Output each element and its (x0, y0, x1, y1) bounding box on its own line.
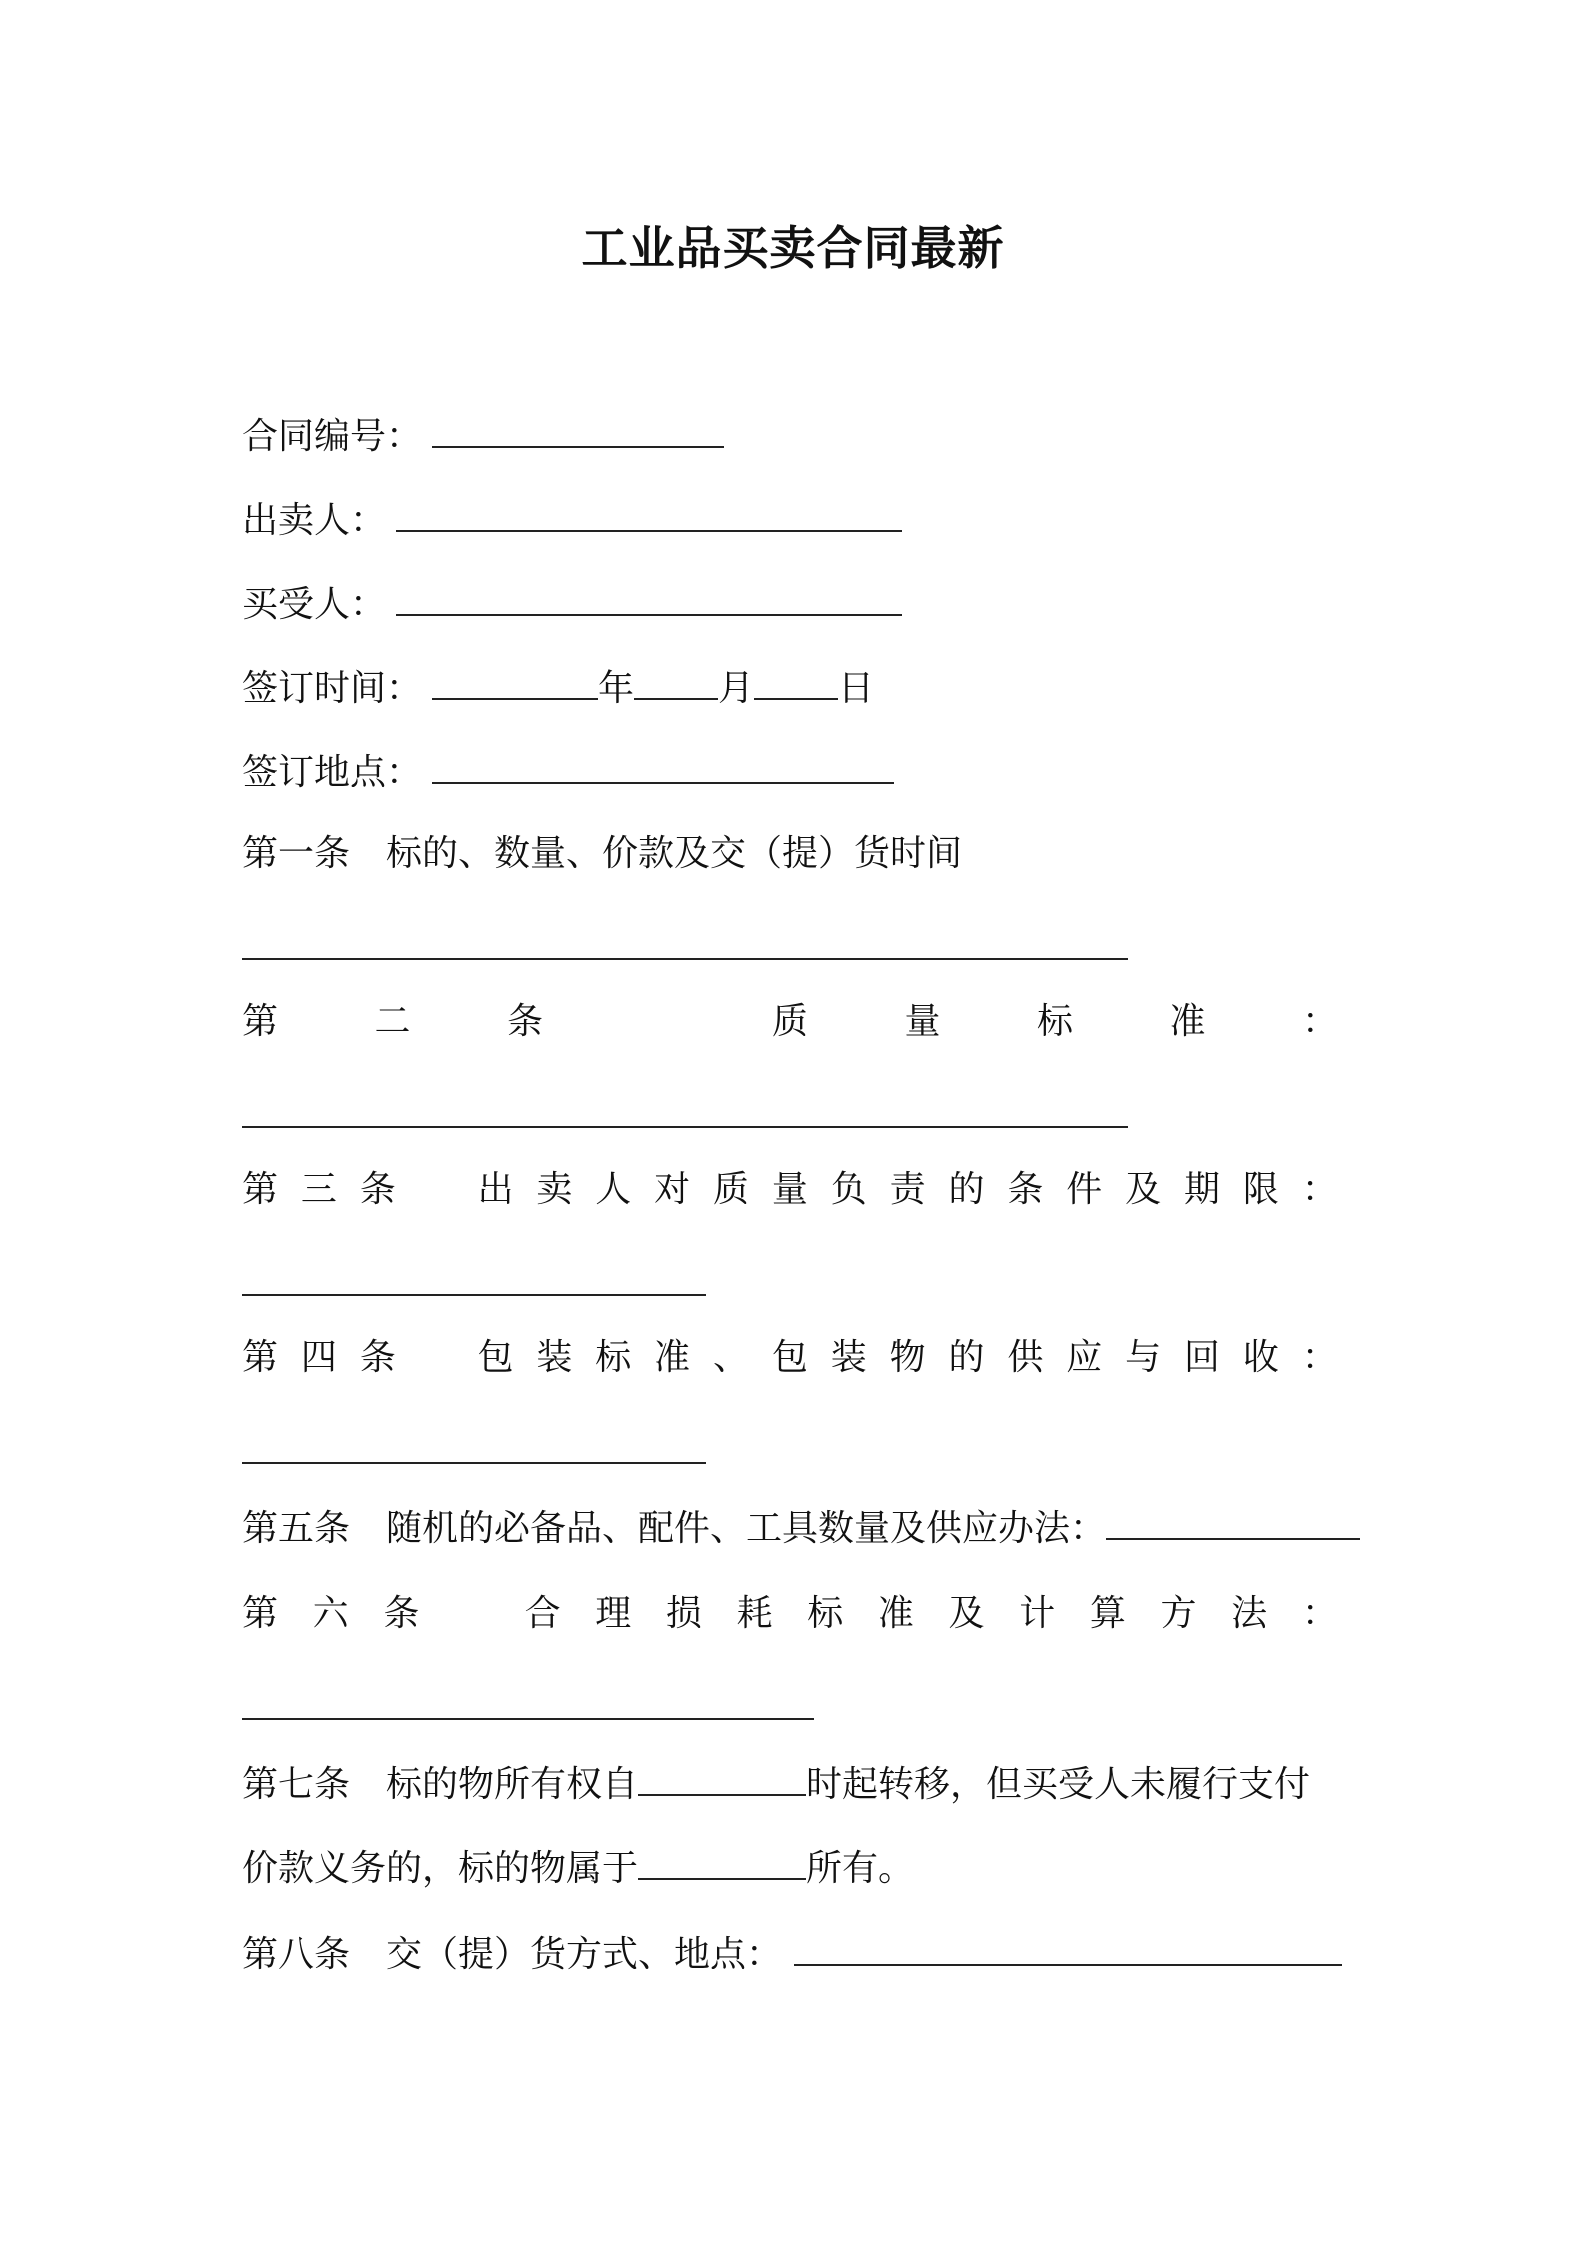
a3-char: 第 (242, 1169, 279, 1210)
a2-char: 量 (904, 1001, 941, 1042)
a3-char: 及 (1125, 1169, 1162, 1210)
article-3-blank[interactable] (242, 1294, 706, 1296)
article-5-blank[interactable] (1106, 1508, 1360, 1540)
a3-char: 件 (1066, 1169, 1103, 1210)
a4-char: 准 (654, 1337, 691, 1378)
a3-char: 三 (300, 1169, 337, 1210)
a3-char: 条 (359, 1169, 396, 1210)
a3-char: 质 (712, 1169, 749, 1210)
a3-char: 出 (477, 1169, 514, 1210)
a4-char: 装 (536, 1337, 573, 1378)
a4-char (419, 1340, 455, 1376)
article-5-heading: 第五条 随机的必备品、配件、工具数量及供应办法： (242, 1508, 1107, 1549)
sign-time-line (242, 668, 874, 707)
article-7-text-1: 第七条 标的物所有权自 (242, 1764, 639, 1805)
buyer-blank[interactable] (396, 584, 902, 616)
a3-char: 人 (595, 1169, 632, 1210)
a4-char: 第 (242, 1337, 279, 1378)
a6-char: 理 (595, 1593, 632, 1634)
a4-char: 四 (300, 1337, 337, 1378)
a6-char: ： (1301, 1593, 1338, 1634)
a2-char: 准 (1169, 1001, 1206, 1042)
a6-char: 算 (1089, 1593, 1126, 1634)
article-5-line (242, 1508, 1360, 1547)
day-label: 日 (838, 668, 875, 709)
a6-char: 第 (242, 1593, 279, 1634)
a3-char: 责 (889, 1169, 926, 1210)
month-label: 月 (718, 668, 755, 709)
a3-char: 期 (1183, 1169, 1220, 1210)
contract-number-line (242, 416, 724, 455)
a3-char: 条 (1007, 1169, 1044, 1210)
article-7-text-3: 价款义务的，标的物属于 (242, 1848, 639, 1889)
a6-char: 耗 (736, 1593, 773, 1634)
article-6-heading (242, 1593, 1338, 1634)
a2-char: 第 (242, 1001, 279, 1042)
a2-char: ： (1301, 1001, 1338, 1042)
a4-char: 标 (595, 1337, 632, 1378)
sign-month-blank[interactable] (634, 668, 718, 700)
buyer-line (242, 584, 902, 623)
a4-char: 条 (359, 1337, 396, 1378)
article-1-heading: 第一条 标的、数量、价款及交（提）货时间 (242, 833, 963, 874)
a4-char: 与 (1125, 1337, 1162, 1378)
sign-place-blank[interactable] (432, 752, 894, 784)
article-4-blank[interactable] (242, 1462, 706, 1464)
a6-char: 标 (807, 1593, 844, 1634)
buyer-label: 买受人： (242, 584, 387, 625)
article-4-heading (242, 1337, 1338, 1378)
document-title: 工业品买卖合同最新 (581, 221, 1005, 275)
a4-char: 物 (889, 1337, 926, 1378)
a4-char: ： (1301, 1337, 1338, 1378)
a4-char: 、 (712, 1337, 749, 1378)
a4-char: 的 (948, 1337, 985, 1378)
sign-year-blank[interactable] (432, 668, 598, 700)
a3-char (419, 1172, 455, 1208)
seller-label: 出卖人： (242, 500, 387, 541)
a3-char: ： (1301, 1169, 1338, 1210)
a6-char: 条 (383, 1593, 420, 1634)
article-8-blank[interactable] (794, 1934, 1342, 1966)
contract-number-blank[interactable] (432, 416, 724, 448)
article-7-transfer-blank[interactable] (638, 1764, 806, 1796)
a4-char: 包 (477, 1337, 514, 1378)
article-7-text-4: 所有。 (806, 1848, 915, 1889)
a4-char: 回 (1183, 1337, 1220, 1378)
article-7-line-1 (242, 1764, 1310, 1803)
a6-char: 损 (665, 1593, 702, 1634)
article-7-line-2 (242, 1848, 914, 1887)
article-7-text-2: 时起转移，但买受人未履行支付 (806, 1764, 1311, 1805)
a3-char: 限 (1242, 1169, 1279, 1210)
article-7-owner-blank[interactable] (638, 1848, 806, 1880)
a6-char: 计 (1019, 1593, 1056, 1634)
contract-number-label: 合同编号： (242, 416, 423, 457)
a3-char: 量 (771, 1169, 808, 1210)
a6-char: 及 (948, 1593, 985, 1634)
article-8-heading: 第八条 交（提）货方式、地点： (242, 1934, 783, 1975)
a2-char: 条 (507, 1001, 544, 1042)
a6-char (454, 1596, 490, 1632)
a6-char: 六 (312, 1593, 349, 1634)
a2-char (640, 1004, 676, 1040)
sign-day-blank[interactable] (754, 668, 838, 700)
a4-char: 包 (771, 1337, 808, 1378)
a3-char: 负 (830, 1169, 867, 1210)
article-1-blank[interactable] (242, 958, 1128, 960)
article-2-blank[interactable] (242, 1126, 1128, 1128)
a3-char: 卖 (536, 1169, 573, 1210)
sign-place-label: 签订地点： (242, 752, 423, 793)
a4-char: 应 (1066, 1337, 1103, 1378)
a3-char: 的 (948, 1169, 985, 1210)
a6-char: 准 (877, 1593, 914, 1634)
sign-place-line (242, 752, 894, 791)
article-8-line (242, 1934, 1342, 1973)
a2-char: 质 (771, 1001, 808, 1042)
a4-char: 供 (1007, 1337, 1044, 1378)
a6-char: 法 (1231, 1593, 1268, 1634)
a2-char: 标 (1036, 1001, 1073, 1042)
a6-char: 方 (1160, 1593, 1197, 1634)
seller-blank[interactable] (396, 500, 902, 532)
seller-line (242, 500, 902, 539)
sign-time-label: 签订时间： (242, 668, 423, 709)
article-6-blank[interactable] (242, 1718, 814, 1720)
a4-char: 收 (1242, 1337, 1279, 1378)
article-2-heading (242, 1001, 1338, 1042)
year-label: 年 (598, 668, 635, 709)
a3-char: 对 (654, 1169, 691, 1210)
a4-char: 装 (830, 1337, 867, 1378)
a2-char: 二 (374, 1001, 411, 1042)
article-3-heading (242, 1169, 1338, 1210)
a6-char: 合 (524, 1593, 561, 1634)
